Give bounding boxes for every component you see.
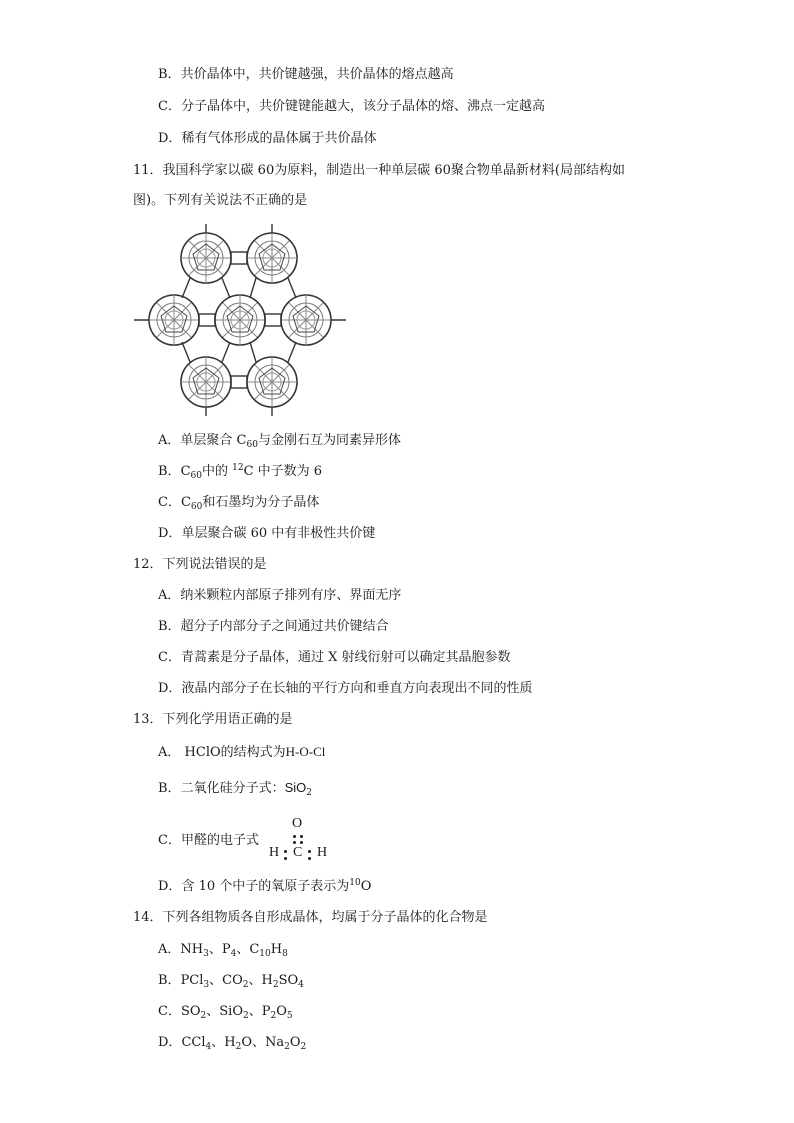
formaldehyde-electron-formula: O H C H [269,816,328,860]
electron-dot [284,850,287,853]
q11-option-b: B．$C_{60}$中的 $^{12}$C 中子数为 6 [158,463,323,481]
q13-option-c: C．甲醛的电子式 [158,833,259,848]
q10-option-c: C．分子晶体中，共价键键能越大，该分子晶体的熔、沸点一定越高 [158,99,545,114]
q14-option-d: D．CCl$_4$、$H_2O$、$Na_2O_2$ [158,1035,307,1052]
electron-dot [293,835,296,838]
electron-dot [308,857,311,860]
c60-cage [281,295,331,345]
c60-cage [181,357,231,407]
q11-stem-line1: 11．我国科学家以碳 60为原料，制造出一种单层碳 60聚合物单晶新材料(局部结构如 [133,163,625,178]
q11-option-d: D．单层聚合碳 60 中有非极性共价键 [158,526,376,541]
q13-option-a: A． HClO的结构式为H-O-Cl [158,744,326,760]
q11-option-a: A．单层聚合 $C_{60}$与金刚石互为同素异形体 [158,433,401,450]
q11-option-c: C．$C_{60}$和石墨均为分子晶体 [158,495,320,512]
q14-stem: 14．下列各组物质各自形成晶体，均属于分子晶体的化合物是 [133,910,488,925]
c60-polymer-structure-figure [132,222,348,418]
electron-dot [293,841,296,844]
electron-dot [284,857,287,860]
q13-option-d: D．含 10 个中子的氧原子表示为$^{10}$O [158,878,372,894]
q10-option-b: B．共价晶体中，共价键越强，共价晶体的熔点越高 [158,67,454,82]
q12-stem: 12．下列说法错误的是 [133,557,267,572]
c60-cage [215,295,265,345]
q13-stem: 13．下列化学用语正确的是 [133,712,293,727]
electron-dot [300,835,303,838]
q11-stem-line2: 图)。下列有关说法不正确的是 [133,193,308,208]
c60-cage [149,295,199,345]
q14-option-c: C．$SO_2$、SiO$_2$、$P_2O_5$ [158,1004,293,1021]
q14-option-b: B．PCl$_3$、$CO_2$、$H_2SO_4$ [158,973,304,990]
q14-option-a: A．$NH_3$、$P_4$、$C_{10}H_8$ [158,942,288,959]
q12-option-a: A．纳米颗粒内部原子排列有序、界面无序 [158,588,402,603]
c60-cage [247,233,297,283]
q13-option-b: B．二氧化硅分子式：SiO$_2$ [158,780,312,798]
q12-option-c: C．青蒿素是分子晶体，通过 X 射线衍射可以确定其晶胞参数 [158,650,511,665]
q12-option-d: D．液晶内部分子在长轴的平行方向和垂直方向表现出不同的性质 [158,681,533,696]
electron-dot [308,850,311,853]
electron-dot [300,841,303,844]
c60-cage [181,233,231,283]
q12-option-b: B．超分子内部分子之间通过共价键结合 [158,619,389,634]
q10-option-d: D．稀有气体形成的晶体属于共价晶体 [158,131,377,146]
c60-cage [247,357,297,407]
